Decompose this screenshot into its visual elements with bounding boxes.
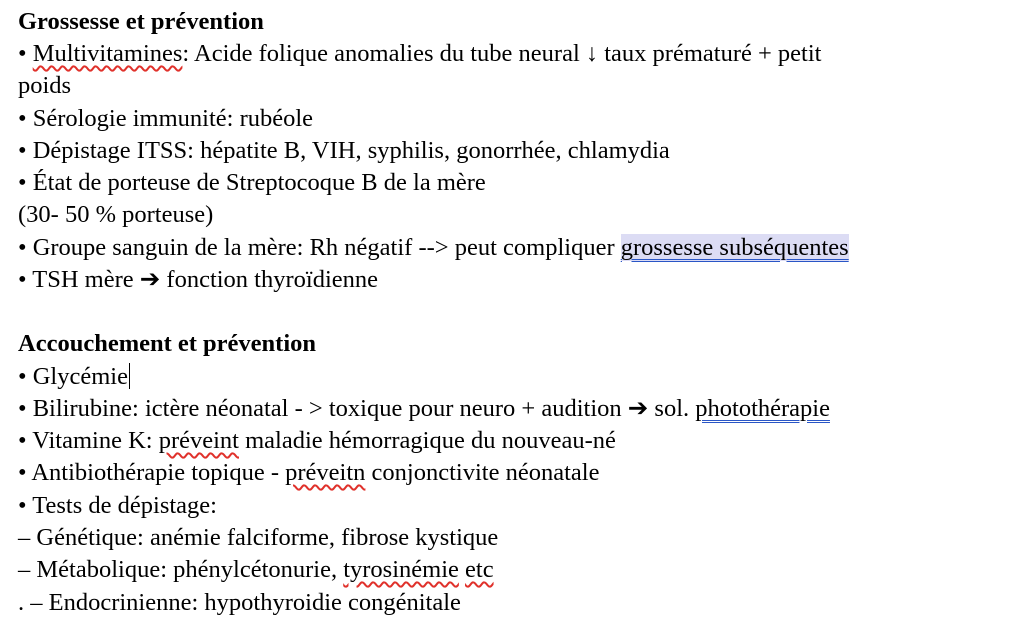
line-genetique: – Génétique: anémie falciforme, fibrose kystique: [18, 524, 499, 551]
grammar-flag-grossesse-subsequentes[interactable]: grossesse subséquentes: [620, 234, 849, 261]
line-serologie: • Sérologie immunité: rubéole: [18, 105, 314, 132]
spellcheck-word-multivitamines[interactable]: Multivitamines: [32, 40, 183, 67]
grammar-flag-phototherapie[interactable]: photothérapie: [695, 395, 830, 422]
line-antibiotherapie: [18, 458, 599, 488]
line-metabolique: [18, 555, 494, 585]
line-vitamine-k: [18, 426, 616, 456]
spellcheck-word-preveitn[interactable]: préveitn: [285, 459, 366, 486]
line-glycemie[interactable]: [18, 362, 130, 392]
line-text: conjonctivite néonatale: [365, 459, 600, 486]
line-text: • Vitamine K:: [18, 427, 159, 454]
line-streptocoque: • État de porteuse de Streptocoque B de la mère: [18, 169, 486, 196]
line-depistage-itss: • Dépistage ITSS: hépatite B, VIH, syphilis, gonorrhée, chlamydia: [18, 137, 670, 164]
line-poids: poids: [18, 72, 72, 99]
line-text: • Groupe sanguin de la mère: Rh négatif --> peut compliquer: [18, 234, 621, 261]
line-endocrinienne: . – Endocrinienne: hypothyroidie congénitale: [18, 589, 461, 616]
spellcheck-word-etc[interactable]: etc: [465, 556, 494, 583]
line-text: – Métabolique: phénylcétonurie,: [18, 556, 344, 583]
line-porteuse: (30- 50 % porteuse): [18, 201, 214, 228]
line-text: • Antibiothérapie topique -: [18, 459, 286, 486]
bullet: •: [18, 40, 33, 67]
line-groupe-sanguin: [18, 233, 849, 263]
section-heading-delivery: Accouchement et prévention: [18, 330, 317, 357]
line-multivitamines: [18, 39, 821, 69]
line-text: maladie hémorragique du nouveau-né: [239, 427, 616, 454]
line-tests-depistage: • Tests de dépistage:: [18, 492, 217, 519]
text-cursor: [129, 363, 131, 389]
spellcheck-word-tyrosinemie[interactable]: tyrosinémie: [343, 556, 459, 583]
line-tsh: • TSH mère ➔ fonction thyroïdienne: [18, 266, 379, 293]
section-heading-pregnancy: Grossesse et prévention: [18, 8, 264, 35]
line-text: • Bilirubine: ictère néonatal - > toxique pour neuro + audition ➔ sol.: [18, 395, 696, 422]
spellcheck-word-preveint[interactable]: préveint: [158, 427, 239, 454]
line-text: • Glycémie: [18, 363, 128, 390]
line-text: : Acide folique anomalies du tube neural ↓ taux prématuré + petit: [182, 40, 822, 67]
line-bilirubine: [18, 394, 830, 424]
